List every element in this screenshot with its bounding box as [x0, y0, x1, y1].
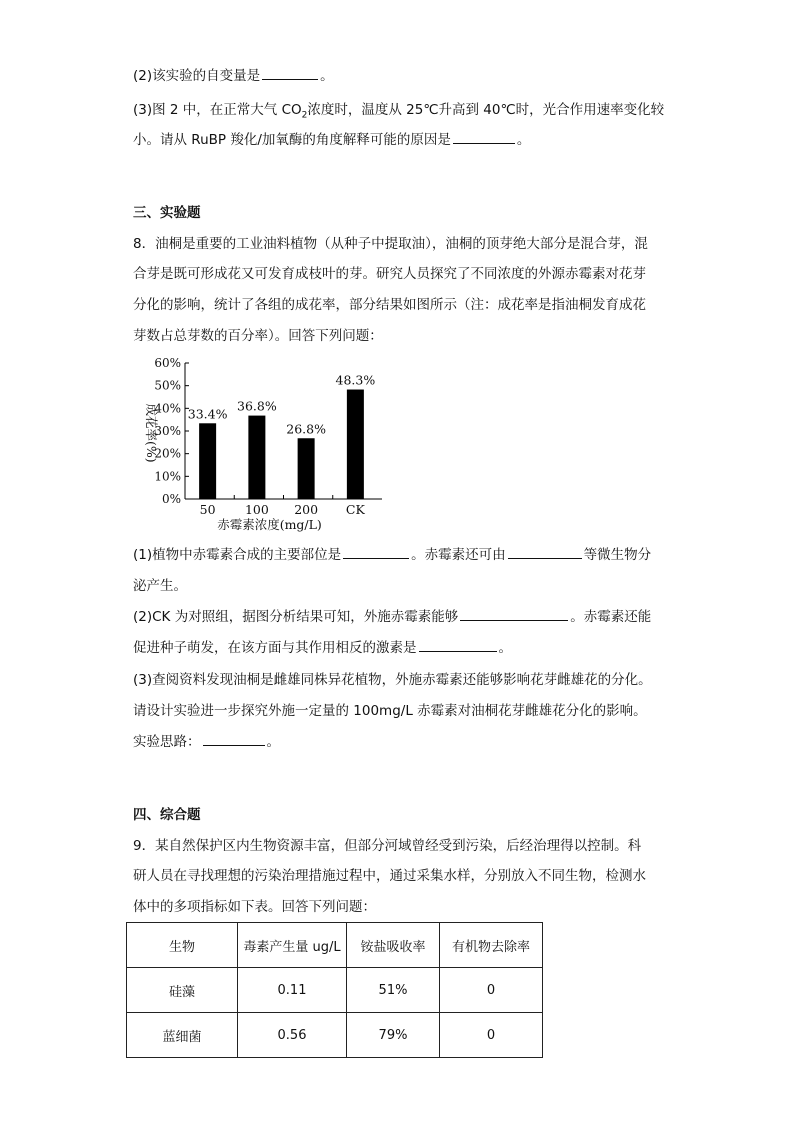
- q8-line: 分化的影响，统计了各组的成花率，部分结果如图所示（注：成花率是指油桐发育成花: [133, 297, 646, 313]
- q8-sub2-line2: 促进种子萌发，在该方面与其作用相反的激素是 。: [133, 640, 512, 656]
- q8-line: 8．油桐是重要的工业油料植物（从种子中提取油），油桐的顶芽绝大部分是混合芽，混: [133, 236, 648, 252]
- q8-sub2-line1: (2)CK 为对照组，据图分析结果可知，外施赤霉素能够 。赤霉素还能: [133, 609, 652, 625]
- answer-blank[interactable]: [262, 66, 318, 80]
- bar: [199, 423, 216, 499]
- bar-chart-svg: [135, 350, 395, 535]
- y-tick-label: 0%: [161, 492, 181, 506]
- bar-value-label: 26.8%: [286, 421, 326, 437]
- q8-line: 芽数占总芽数的百分率）。回答下列问题：: [133, 328, 383, 344]
- answer-blank[interactable]: [460, 607, 568, 621]
- table-cell: 0: [440, 968, 543, 1013]
- y-tick-label: 10%: [154, 469, 181, 484]
- q8-sub3-line3: 实验思路： 。: [133, 734, 280, 750]
- bar: [248, 416, 265, 499]
- y-axis-label: 成花率(%): [144, 403, 159, 463]
- y-tick-label: 50%: [154, 378, 181, 393]
- q9-line: 9．某自然保护区内生物资源丰富，但部分河域曾经受到污染，后经治理得以控制。科: [133, 838, 642, 854]
- x-tick-label: 100: [244, 502, 269, 517]
- table-cell: 0: [440, 1013, 543, 1058]
- q8-sub1-line2: 泌产生。: [133, 578, 187, 594]
- q8-line: 合芽是既可形成花又可发育成枝叶的芽。研究人员探究了不同浓度的外源赤霉素对花芽: [133, 266, 646, 282]
- y-tick-label: 20%: [154, 446, 181, 461]
- q7-sub2: (2)该实验的自变量是 。: [133, 68, 334, 84]
- table-cell: 79%: [347, 1013, 440, 1058]
- y-tick-label: 60%: [154, 356, 181, 370]
- bar-value-label: 48.3%: [335, 372, 376, 388]
- table-header-cell: 生物: [127, 923, 238, 968]
- section-heading: 四、综合题: [133, 807, 201, 823]
- y-tick-label: 30%: [154, 424, 181, 438]
- bar: [298, 438, 315, 499]
- table-cell: 硅藻: [127, 968, 238, 1013]
- x-tick-label: 200: [294, 502, 319, 517]
- table-cell: 0.11: [238, 968, 347, 1013]
- q9-line: 体中的多项指标如下表。回答下列问题：: [133, 899, 376, 915]
- table-header-cell: 毒素产生量 ug/L: [238, 923, 347, 968]
- bar: [347, 390, 364, 499]
- q7-sub3-line2: 小。请从 RuBP 羧化/加氧酶的角度解释可能的原因是 。: [133, 132, 531, 148]
- bar-value-label: 36.8%: [237, 398, 277, 414]
- table-cell: 0.56: [238, 1013, 347, 1058]
- answer-blank[interactable]: [508, 545, 582, 559]
- table-header-cell: 有机物去除率: [440, 923, 543, 968]
- table-cell: 蓝细菌: [127, 1013, 238, 1058]
- x-axis-label: 赤霉素浓度(mg/L): [217, 517, 322, 532]
- table-header-row: [127, 923, 543, 968]
- table-row: [127, 1013, 543, 1058]
- q9-line: 研人员在寻找理想的污染治理措施过程中，通过采集水样，分别放入不同生物，检测水: [133, 868, 646, 884]
- answer-blank[interactable]: [453, 130, 515, 144]
- x-tick-label: CK: [345, 502, 365, 517]
- q7-sub3-line1: (3)图 2 中，在正常大气 $CO_2$浓度时，温度从 25℃升高到 40℃时，光合作用速率变化较: [133, 102, 665, 121]
- bar-chart: [135, 350, 395, 535]
- bar-value-label: 33.4%: [187, 406, 228, 422]
- data-table: [126, 922, 543, 1058]
- answer-blank[interactable]: [203, 732, 265, 746]
- y-tick-label: 40%: [154, 401, 181, 416]
- answer-blank[interactable]: [419, 638, 497, 652]
- q8-sub3-line2: 请设计实验进一步探究外施一定量的 100mg/L 赤霉素对油桐花芽雌雄花分化的影响。: [133, 703, 647, 719]
- table-header-cell: 铵盐吸收率: [347, 923, 440, 968]
- table-cell: 51%: [347, 968, 440, 1013]
- q8-sub1-line1: (1)植物中赤霉素合成的主要部位是 。赤霉素还可由 等微生物分: [133, 547, 652, 563]
- table-row: [127, 968, 543, 1013]
- x-tick-label: 50: [199, 502, 216, 517]
- q8-sub3-line1: (3)查阅资料发现油桐是雌雄同株异花植物，外施赤霉素还能够影响花芽雌雄花的分化。: [133, 672, 652, 688]
- answer-blank[interactable]: [343, 545, 409, 559]
- section-heading: 三、实验题: [133, 205, 201, 221]
